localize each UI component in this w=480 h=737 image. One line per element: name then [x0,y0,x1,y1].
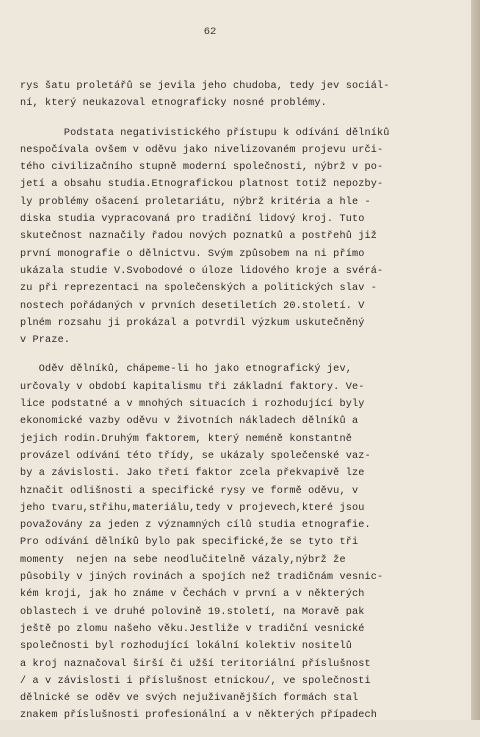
body-text [20,78,440,737]
text-line: skutečnost naznačily řadou nových poznatků a postřehů již [20,231,378,243]
text-line: momenty nejen na sebe neodlučitelně vázaly,nýbrž že [20,554,346,566]
text-line: ekonomické vazby oděvu v životních nákladech dělníků a [20,416,359,428]
text-line: provázel odívání této třídy, se ukázaly společenské vaz- [20,450,371,462]
text-line: ukázala studie V.Svobodové o úloze lidového kroje a svérá- [20,265,384,277]
text-line: považovány za jeden z významných cílů studia etnografie. [20,520,371,532]
paragraph [20,78,440,113]
text-line: dělnické se oděv ve svých nejuživanějších formách stal [20,693,359,705]
text-line: rys šatu proletářů se jevila jeho chudoba, tedy jev sociál- [20,81,390,92]
text-line: ly problémy ošacení proletariátu, nýbrž kritéria a hle - [20,196,371,208]
text-line: jeho tvaru,střihu,materiálu,tedy v projevech,které jsou [20,502,365,514]
text-line: určovaly v období kapitalismu tři základní faktory. Ve- [20,381,365,393]
page-number: 62 [203,26,217,38]
text-line: plném rozsahu ji prokázal a potvrdil výzkum uskutečněný [20,317,365,329]
text-line: ní, který neukazoval etnograficky nosné problémy. [20,98,327,110]
text-line: Pro odívání dělníků bylo pak specifické,že se tyto tři [20,537,359,549]
text-line: oblastech i ve druhé polovině 19.století, na Moravě pak [20,606,365,618]
paragraph [20,125,440,350]
text-line: jejich rodin.Druhým faktorem, který neméně konstantně [20,433,352,445]
text-line: / a v závislosti i příslušnost etnickou/, ve společnosti [20,675,371,687]
text-line: kém kroji, jak ho známe v Čechách v první a v některých [20,589,365,601]
text-line: nostech pořádaných v prvních desetiletích 20.století. V [20,300,365,312]
text-line: Podstata negativistického přístupu k odívání dělníků [20,127,390,139]
text-line: by a závislosti. Jako třetí faktor zcela překvapivě lze [20,468,365,480]
text-line: znakem příslušnosti profesionální a v některých případech [20,710,378,722]
text-line: lice podstatné a v mnohých situacích i rozhodující byly [20,399,365,411]
page-binding-edge [471,0,480,720]
text-line: Oděv dělníků, chápeme-li ho jako etnografický jev, [20,364,352,376]
text-line: tého civilizačního stupně moderní společnosti, nýbrž v po- [20,162,384,174]
text-line: nespočívala ovšem v oděvu jako nivelizovaném projevu urči- [20,144,384,156]
text-line: diska studia vypracovaná pro tradiční lidový kroj. Tuto [20,214,365,226]
text-line: hznačit odlišnosti a specifické rysy ve formě oděvu, v [20,485,359,497]
text-line: první monografie o dělnictvu. Svým způsobem na ni přímo [20,248,365,260]
text-line: ještě po zlomu našeho věku.Jestliže v tradiční vesnické [20,623,365,635]
text-line: v Praze. [20,335,71,347]
text-line: společnosti byl rozhodující lokální kolektiv nositelů [20,641,352,653]
text-line: zu při reprezentaci na společenských a politických slav - [20,283,378,295]
text-line: a kroj naznačoval širší či užší teritoriální příslušnost [20,658,371,670]
text-line: jetí a obsahu studia.Etnografickou platnost totiž nepozby- [20,179,384,191]
paragraph [20,361,440,724]
text-line: působily v jiných rovinách a spojích než tradičnám vesnic- [20,572,384,584]
